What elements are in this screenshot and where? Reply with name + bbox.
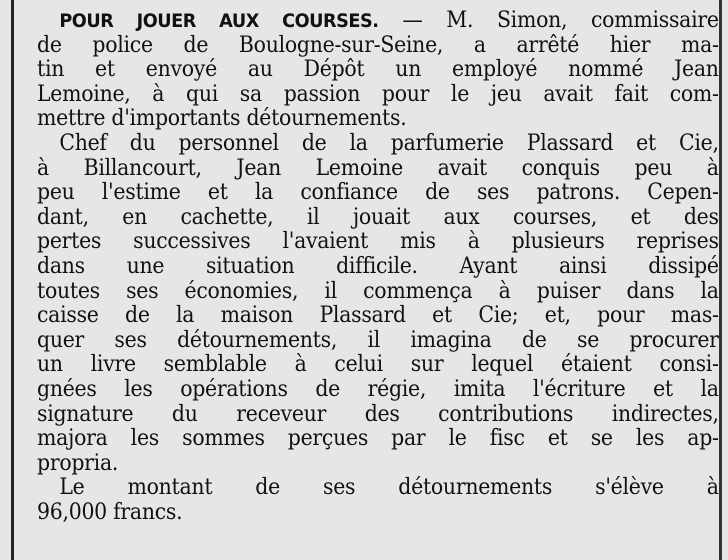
article-line: majora les sommes perçues par le fisc et se les ap- [37, 426, 719, 452]
article-line: un livre semblable à celui sur lequel étaient consi- [37, 352, 719, 378]
news-article [37, 9, 719, 525]
article-line: gnées les opérations de régie, imita l'écriture et la [37, 376, 719, 402]
article-line: Chef du personnel de la parfumerie Plassard et Cie, [59, 130, 719, 156]
column-rule-right [719, 0, 722, 560]
article-line: pertes successives l'avaient mis à plusieurs reprises [37, 229, 719, 255]
article-line: propria. [37, 450, 119, 476]
article-line: dant, en cachette, il jouait aux courses, et des [37, 204, 719, 230]
article-line: de police de Boulogne-sur-Seine, a arrêté hier ma- [37, 32, 719, 58]
article-line: peu l'estime et la confiance de ses patrons. Cepen- [37, 180, 719, 206]
article-line: POUR JOUER AUX COURSES. — M. Simon, commissaire [59, 8, 719, 33]
article-line: tin et envoyé au Dépôt un employé nommé Jean [37, 57, 719, 83]
article-line: Le montant de ses détournements s'élève à [59, 475, 719, 501]
article-line: dans une situation difficile. Ayant ainsi dissipé [37, 253, 719, 279]
article-line: mettre d'importants détournements. [37, 106, 407, 132]
column-rule-left [11, 0, 14, 560]
article-line: à Billancourt, Jean Lemoine avait conquis peu à [37, 155, 719, 181]
article-line: toutes ses économies, il commença à puiser dans la [37, 278, 719, 304]
article-line: signature du receveur des contributions indirectes, [37, 401, 719, 427]
article-line: 96,000 francs. [37, 499, 183, 525]
headline: POUR JOUER AUX COURSES. [59, 10, 379, 32]
article-line: Lemoine, à qui sa passion pour le jeu avait fait com- [37, 81, 719, 107]
article-line: caisse de la maison Plassard et Cie; et, pour mas- [37, 303, 719, 329]
article-line: quer ses détournements, il imagina de se procurer [37, 327, 719, 353]
